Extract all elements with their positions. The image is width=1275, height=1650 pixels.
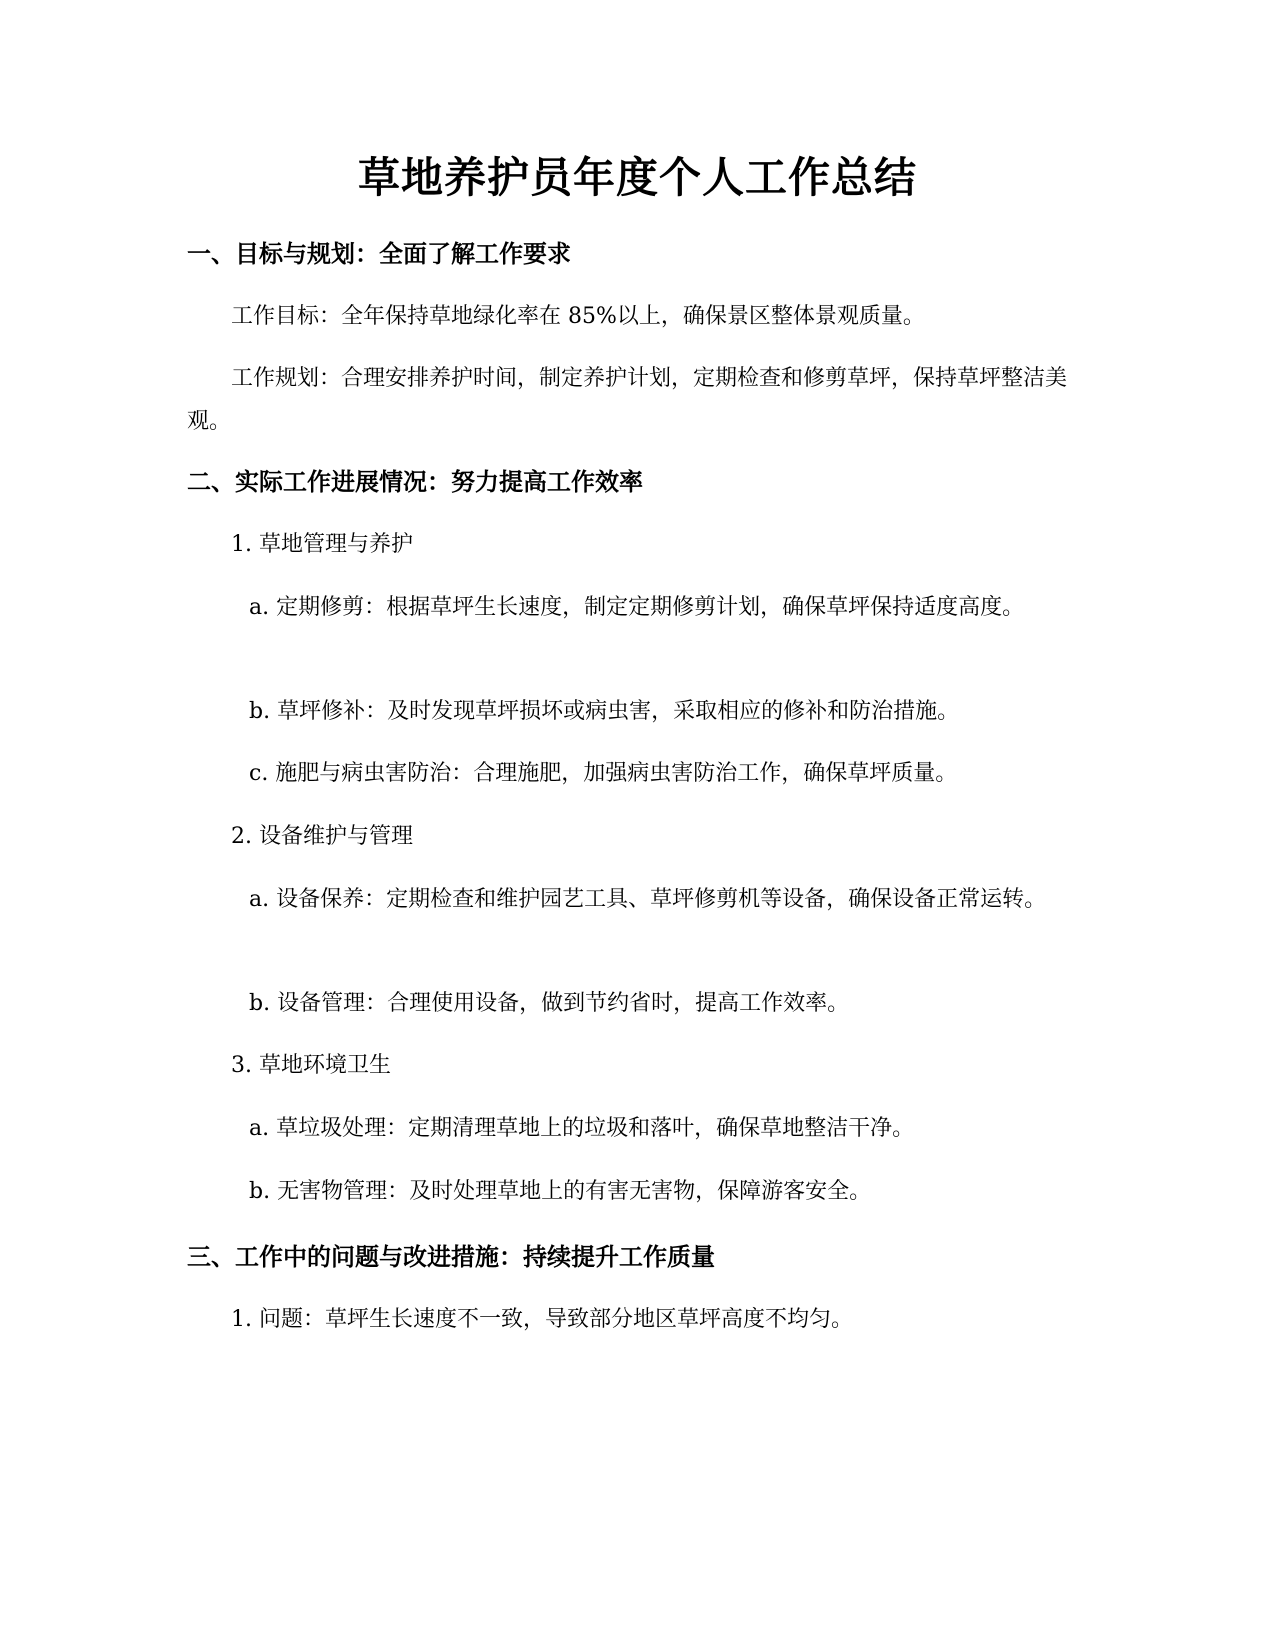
sub-item-lawn-repair: b. 草坪修补：及时发现草坪损坏或病虫害，采取相应的修补和防治措施。 [249,699,960,724]
paragraph-work-goal: 工作目标：全年保持草地绿化率在 85%以上，确保景区整体景观质量。 [231,304,925,329]
section-heading-2: 二、实际工作进展情况：努力提高工作效率 [187,468,643,496]
list-item-lawn-management: 1. 草地管理与养护 [231,532,413,557]
sub-item-harmful-material-management: b. 无害物管理：及时处理草地上的有害无害物，保障游客安全。 [249,1179,872,1204]
sub-item-equipment-upkeep: a. 设备保养：定期检查和维护园艺工具、草坪修剪机等设备，确保设备正常运转。 [249,887,1047,912]
list-item-problem: 1. 问题：草坪生长速度不一致，导致部分地区草坪高度不均匀。 [231,1307,853,1332]
document-title: 草地养护员年度个人工作总结 [357,153,917,202]
sub-item-equipment-management: b. 设备管理：合理使用设备，做到节约省时，提高工作效率。 [249,991,850,1016]
section-heading-3: 三、工作中的问题与改进措施：持续提升工作质量 [187,1243,715,1271]
paragraph-work-plan: 工作规划：合理安排养护时间，制定养护计划，定期检查和修剪草坪，保持草坪整洁美观。 [187,366,1068,434]
sub-item-regular-mowing: a. 定期修剪：根据草坪生长速度，制定定期修剪计划，确保草坪保持适度高度。 [249,595,1025,620]
sub-item-waste-disposal: a. 草垃圾处理：定期清理草地上的垃圾和落叶，确保草地整洁干净。 [249,1116,915,1141]
list-item-equipment-maintenance: 2. 设备维护与管理 [231,824,413,849]
list-item-environmental-hygiene: 3. 草地环境卫生 [231,1053,391,1078]
section-heading-1: 一、目标与规划：全面了解工作要求 [187,240,571,268]
sub-item-fertilization-pest-control: c. 施肥与病虫害防治：合理施肥，加强病虫害防治工作，确保草坪质量。 [249,761,958,786]
